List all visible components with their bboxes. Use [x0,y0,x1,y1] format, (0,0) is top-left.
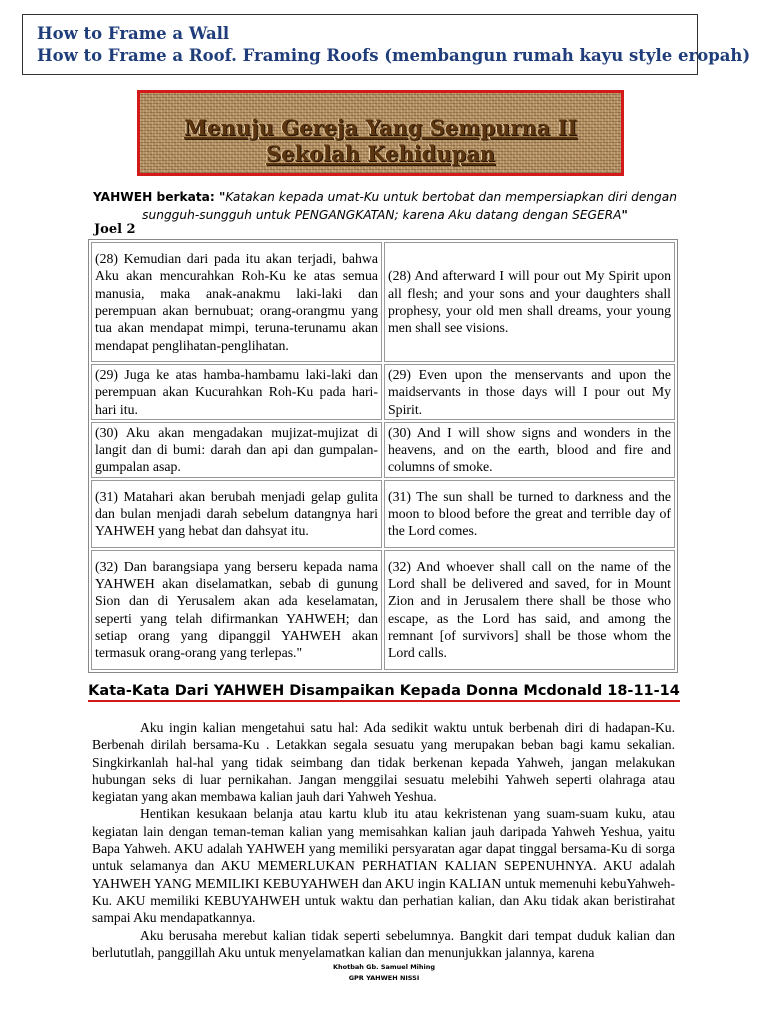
link-frame-roof[interactable]: How to Frame a Roof. Framing Roofs (membangun rumah kayu style eropah) [37,46,751,65]
verse-indonesian: (31) Matahari akan berubah menjadi gelap gulita dan bulan menjadi darah sebelum datangnya hari YAHWEH yang hebat dan dahsyat itu. [91,480,382,548]
table-row [91,422,675,478]
verse-english: (28) And afterward I will pour out My Spirit upon all flesh; and your sons and your daughters shall prophesy, your old men shall dreams, your young men shall see visions. [384,242,675,362]
passage-reference: Joel 2 [94,222,136,237]
footer-author: Khotbah Gb. Samuel Mihing [332,963,436,971]
paragraph: Hentikan kesukaan belanja atau kartu klub itu atau kekristenan yang suam-suam kuku, atau kegiatan lain dengan teman-teman kalian yang memisahkan kalian jauh daripada Yahweh Yeshua, yaitu Bapa Yahweh. AKU adalah YAHWEH yang memiliki persyaratan agar dapat tinggal bersama-Ku di sorga untuk selamanya dan AKU MEMERLUKAN PERHATIAN KALIAN SEPENUHNYA. AKU adalah YAHWEH YANG MEMILIKI KEBUYAHWEH dan AKU ingin KALIAN untuk memenuhi kebuYahweh-Ku. AKU memiliki KEBUYAHWEH untuk waktu dan perhatian kalian, dan Aku tidak akan beristirahat sampai Aku mendapatkannya. [92,806,675,926]
verse-english: (32) And whoever shall call on the name of the Lord shall be delivered and saved, for in Mount Zion and in Jerusalem there shall be those who escape, as the Lord has said, and among the remnant [of survivors] shall be those whom the Lord calls. [384,550,675,670]
table-row [91,242,675,362]
verse-indonesian: (30) Aku akan mengadakan mujizat-mujizat di langit dan di bumi: darah dan api dan gumpalan-gumpalan asap. [91,422,382,478]
quote-close: " [621,208,628,222]
paragraph: Aku berusaha merebut kalian tidak seperti sebelumnya. Bangkit dari tempat duduk kalian dan berlututlah, panggillah Aku untuk menyelamatkan kalian dan menunjukkan jalannya, karena [92,927,675,960]
verse-indonesian: (28) Kemudian dari pada itu akan terjadi, bahwa Aku akan mencurahkan Roh-Ku ke atas semua manusia, maka anak-anakmu laki-laki dan perempuan akan bernubuat; orang-orangmu yang tua akan mendapat mimpi, teruna-terunamu akan mendapat penglihatan-penglihatan. [91,242,382,362]
title-banner [137,90,624,176]
verse-english: (29) Even upon the menservants and upon the maidservants in those days will I pour out My Spirit. [384,364,675,420]
verse-english: (31) The sun shall be turned to darkness and the moon to blood before the great and terrible day of the Lord comes. [384,480,675,548]
section-heading-text: Kata-Kata Dari YAHWEH Disampaikan Kepada Donna Mcdonald 18-11-14 [88,683,680,702]
verse-indonesian: (32) Dan barangsiapa yang berseru kepada nama YAHWEH akan diselamatkan, sebab di gunung Sion dan di Yerusalem akan ada keselamatan, seperti yang telah difirmankan YAHWEH; dan setiap orang yang dipanggil YAHWEH akan termasuk orang-orang yang terlepas." [91,550,382,670]
quote-speaker: YAHWEH berkata: " [93,190,226,204]
table-row [91,364,675,420]
quote-text: Katakan kepada umat-Ku untuk bertobat dan mempersiapkan diri dengan sungguh-sungguh untuk PENGANGKATAN; karena Aku datang dengan SEGERA [142,190,677,222]
banner-title: Menuju Gereja Yang Sempurna II [183,115,578,140]
verse-indonesian: (29) Juga ke atas hamba-hambamu laki-laki dan perempuan akan Kucurahkan Roh-Ku pada hari-hari itu. [91,364,382,420]
banner-subtitle: Sekolah Kehidupan [265,141,496,166]
related-links-box [22,14,751,75]
verse-table [88,239,678,673]
verse-english: (30) And I will show signs and wonders in the heavens, and on the earth, blood and fire and columns of smoke. [384,422,675,478]
yahweh-quote [80,188,690,224]
page-footer [0,962,768,984]
message-body [92,719,675,961]
link-frame-wall[interactable]: How to Frame a Wall [37,24,230,43]
table-row [91,480,675,548]
footer-church: GPR YAHWEH NISSI [348,974,420,982]
section-heading [0,683,768,699]
table-row [91,550,675,670]
paragraph: Aku ingin kalian mengetahui satu hal: Ada sedikit waktu untuk berbenah diri di hadapan-Ku. Berbenah dirilah bersama-Ku . Letakkan segala sesuatu yang merupakan beban bagi kamu sekalian. Singkirkanlah hal-hal yang tidak seimbang dan tidak berkenan kepada Yahweh, jangan melakukan hubungan seks di luar pernikahan. Jangan menggilai sesuatu melebihi Yahweh seperti olahraga atau kegiatan yang akan membawa kalian jauh dari Yahweh Yeshua. [92,720,675,805]
